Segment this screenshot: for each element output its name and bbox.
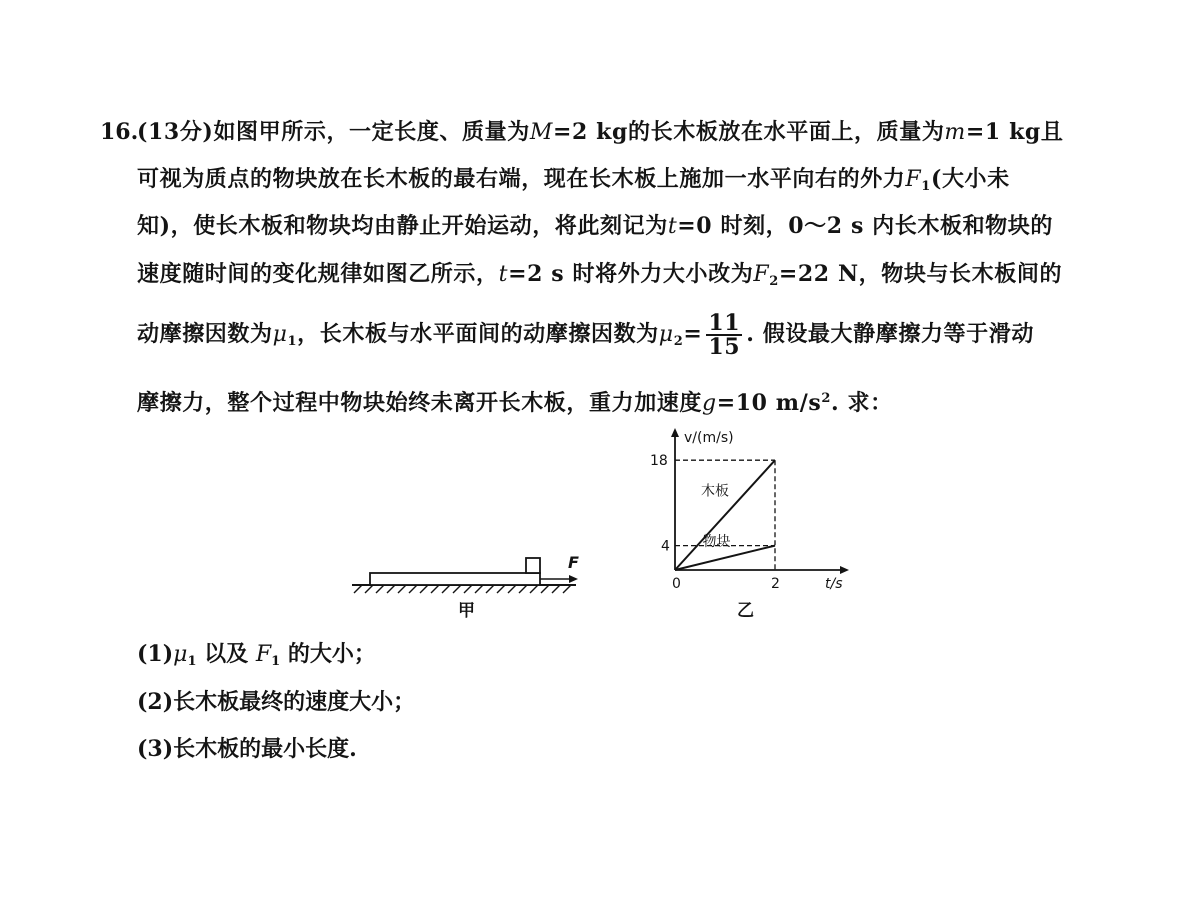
force-label: F (568, 553, 579, 572)
long-board (370, 573, 540, 585)
series-label-block: 物块 (702, 534, 731, 551)
x-axis-label: t/s (825, 576, 843, 592)
sub-question-3: (3)长木板的最小长度. (137, 736, 357, 762)
sub-question-1: $(1)\mu_1$ 以及 $F_1$ 的大小； (137, 641, 376, 669)
problem-line-6: 摩擦力，整个过程中物块始终未离开长木板，重力加速度g=10 $m/s^2$. 求： (137, 390, 893, 416)
series-line-board (675, 460, 775, 570)
problem-line-2: 可视为质点的物块放在长木板的最右端，现在长木板上施加一水平向右的外力$F_1$(大小未 (137, 166, 1010, 194)
y-axis-arrow (671, 428, 679, 437)
figure-b-vt-chart (640, 420, 870, 620)
y-tick-label-4: 4 (661, 538, 670, 555)
x-axis-arrow (840, 566, 849, 574)
x-tick-label-2: 2 (771, 576, 780, 592)
x-tick-label-0: 0 (672, 576, 681, 592)
y-tick-label-18: 18 (650, 453, 668, 470)
block (526, 558, 540, 573)
problem-line-1: (13分)如图甲所示，一定长度、质量为M=2 kg的长木板放在水平面上，质量为m=1 kg且 (137, 119, 1064, 145)
ground-hatching (354, 585, 571, 593)
y-axis-label: v/(m/s) (684, 430, 734, 446)
problem-line-5: 动摩擦因数为$\mu_1$，长木板与水平面间的动摩擦因数为$\mu_2=$ $\frac{11}{15}$ . 假设最大静摩擦力等于滑动 (137, 310, 1034, 360)
question-number: 16. (100, 119, 139, 145)
figure-a-label: 甲 (458, 601, 475, 621)
fraction: $\frac{11}{15}$ (708, 310, 741, 360)
sub-question-2: (2)长木板最终的速度大小； (137, 689, 416, 715)
figure-a-diagram (340, 548, 600, 623)
series-label-board: 木板 (701, 483, 729, 500)
problem-line-4: 速度随时间的变化规律如图乙所示，t=2 s 时将外力大小改为$F_2=22$ N，物块与长木板间的 (137, 261, 1063, 289)
figure-b-label: 乙 (737, 601, 754, 620)
problem-line-3: 知)，使长木板和物块均由静止开始运动，将此刻记为t=0 时刻，0～2 s 内长木板和物块的 (137, 213, 1053, 239)
force-arrow-head (569, 575, 578, 583)
